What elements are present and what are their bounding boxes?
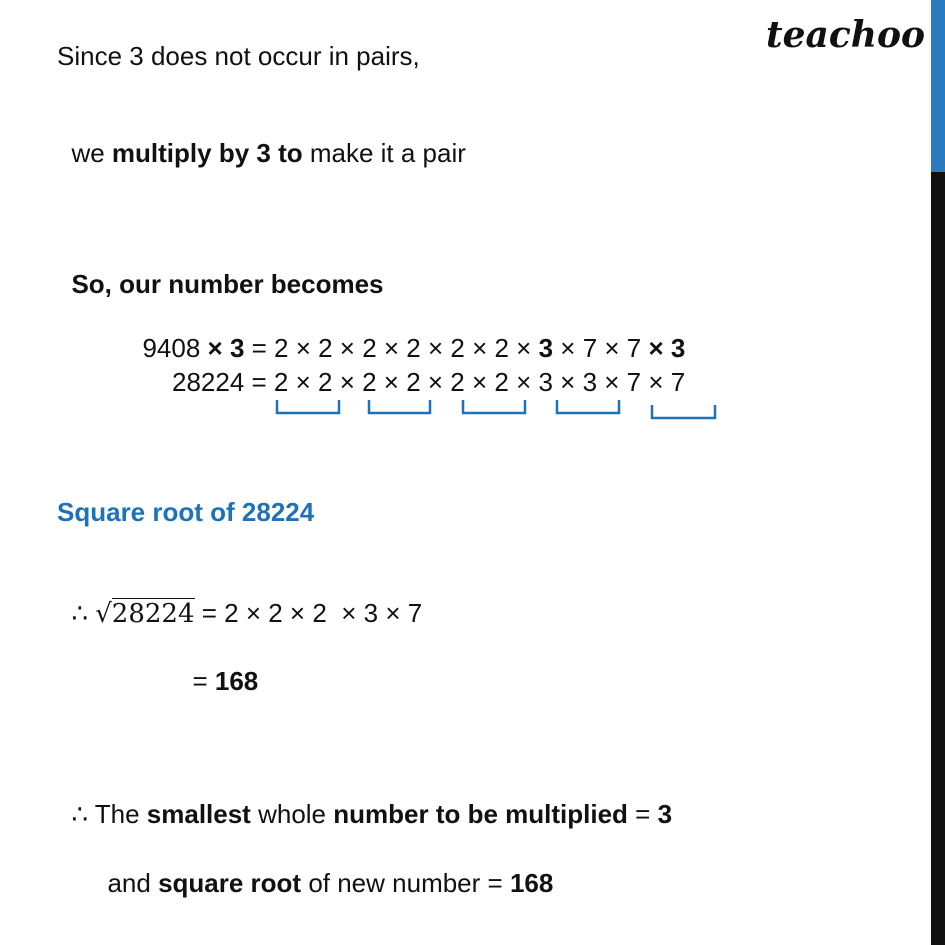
pair-bracket — [277, 400, 339, 413]
conclusion-square-root: and square root of new number = 168 — [107, 868, 554, 898]
equation-sqrt: ∴ √28224 = 2 × 2 × 2 × 3 × 7 — [71, 598, 423, 629]
equation-result: = 168 — [192, 666, 259, 696]
sqrt-radicand: 28224 — [111, 599, 195, 629]
heading-number-becomes: So, our number becomes — [71, 269, 384, 299]
equation-28224: 28224 = 2 × 2 × 2 × 2 × 2 × 2 × 3 × 3 × 7 × 7 — [172, 367, 686, 397]
pair-bracket — [652, 405, 715, 418]
pair-bracket — [369, 400, 430, 413]
pair-bracket — [557, 400, 619, 413]
heading-square-root: Square root of 28224 — [57, 497, 315, 527]
text-line-pairs: Since 3 does not occur in pairs, — [57, 41, 420, 71]
teachoo-logo: teachoo — [766, 14, 925, 56]
sqrt-symbol: √ — [95, 599, 112, 629]
equation-9408: 9408 × 3 = 2 × 2 × 2 × 2 × 2 × 2 × 3 × 7 × 7 × 3 — [142, 333, 686, 363]
scrollbar[interactable] — [931, 0, 945, 945]
pair-bracket — [463, 400, 525, 413]
conclusion-multiplier: ∴ The smallest whole number to be multiplied = 3 — [71, 799, 673, 829]
text-line-multiply: we multiply by 3 to make it a pair — [71, 138, 466, 168]
scrollbar-thumb[interactable] — [931, 0, 945, 172]
